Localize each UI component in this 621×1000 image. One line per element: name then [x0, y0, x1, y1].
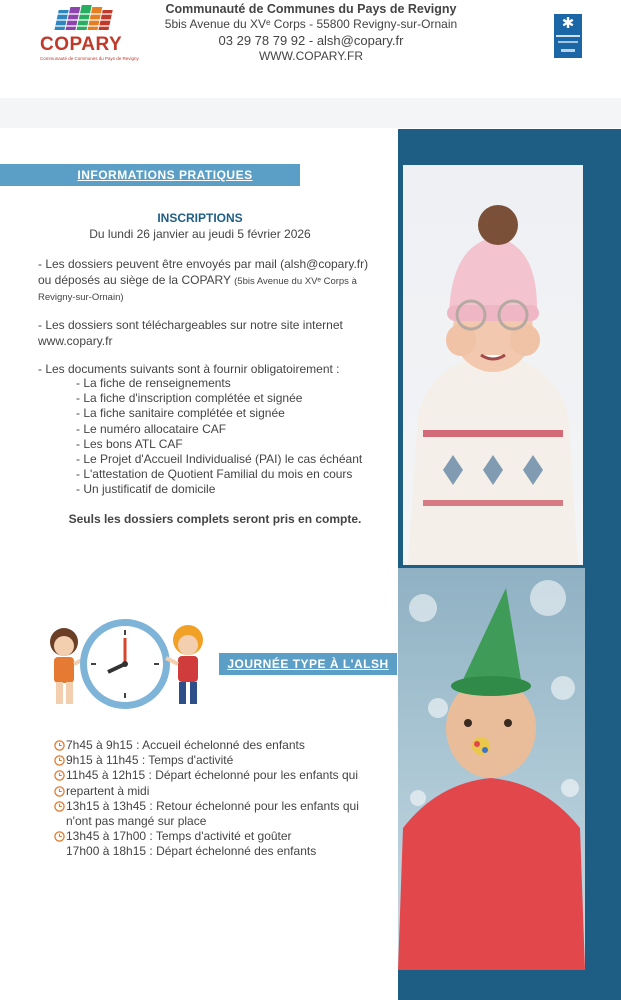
schedule-item [54, 844, 359, 859]
logo-subtitle: Communauté de Communes du Pays de Revigny [40, 56, 139, 61]
org-name: Communauté de Communes du Pays de Revigny [165, 2, 457, 16]
org-address: 5bis Avenue du XVᵉ Corps - 55800 Revigny-sur-Ornain [164, 17, 458, 31]
schedule-item [54, 768, 359, 783]
schedule-item [54, 738, 359, 753]
schedule-text: 17h00 à 18h15 : Départ échelonné des enfants [66, 844, 317, 859]
schedule-text: 9h15 à 11h45 : Temps d'activité [66, 753, 234, 768]
address-note: (5bis Avenue du XVᵉ Corps à Revigny-sur-Ornain) [38, 275, 357, 303]
section-heading-label: INFORMATIONS PRATIQUES [77, 168, 253, 182]
schedule-text: repartent à midi [66, 783, 150, 798]
girl-winter-photo [403, 165, 583, 565]
schedule-item-continued [54, 784, 359, 799]
schedule-text: 13h15 à 13h45 : Retour échelonné pour les enfants qui [66, 798, 359, 813]
logo-stripes-icon [38, 4, 133, 36]
section-heading-informations [0, 164, 300, 186]
schedule-text: 13h45 à 17h00 : Temps d'activité et goûter [66, 829, 292, 844]
clock-icon [54, 740, 65, 751]
list-item: - La fiche de renseignements [76, 376, 231, 390]
schedule-text: n'ont pas mangé sur place [66, 814, 207, 829]
section-heading-journee [219, 653, 397, 675]
list-item: - Un justificatif de domicile [76, 482, 216, 497]
list-item: - La fiche sanitaire complétée et signée [76, 406, 285, 421]
caf-logo-line [561, 49, 575, 52]
caf-logo-line [556, 35, 580, 37]
complete-files-note: Seuls les dossiers complets seront pris en compte. [68, 512, 362, 526]
paragraph-line: - Les dossiers peuvent être envoyés par mail (alsh@copary.fr) [38, 257, 369, 271]
schedule-item [54, 829, 359, 844]
list-item: - La fiche d'inscription complétée et signée [76, 391, 303, 406]
schedule-text: 7h45 à 9h15 : Accueil échelonné des enfants [66, 738, 305, 752]
clock-icon [54, 801, 65, 812]
list-item: - Les bons ATL CAF [76, 436, 183, 451]
list-item: - L'attestation de Quotient Familial du mois en cours [76, 467, 353, 482]
logo-wordmark: COPARY [40, 34, 123, 55]
boy-party-hat-photo [398, 568, 585, 970]
daily-schedule [54, 738, 359, 860]
list-item: - Le numéro allocataire CAF [76, 421, 227, 436]
paragraph-download: - Les dossiers sont téléchargeables sur notre site internet www.copary.fr [38, 318, 343, 348]
clock-icon [54, 831, 65, 842]
paragraph-line [38, 273, 390, 306]
inscriptions-title: INSCRIPTIONS [157, 211, 243, 225]
clock-icon [54, 786, 65, 797]
documents-list [76, 376, 362, 498]
paragraph-documents-intro: - Les documents suivants sont à fournir obligatoirement : [38, 362, 340, 376]
list-item: - Le Projet d'Accueil Individualisé (PAI) le cas échéant [76, 452, 363, 467]
org-website-link[interactable]: WWW.COPARY.FR [258, 49, 363, 63]
paragraph-submission [38, 257, 390, 306]
schedule-item-continued [54, 814, 359, 829]
clock-icon [54, 770, 65, 781]
clock-icon [54, 755, 65, 766]
schedule-item [54, 799, 359, 814]
kids-clock-illustration [38, 612, 216, 716]
schedule-item [54, 753, 359, 768]
header-divider-band [0, 98, 621, 128]
section-heading-label: JOURNÉE TYPE À L'ALSH [227, 657, 389, 671]
paragraph-text: ou déposés au siège de la COPARY [38, 272, 235, 287]
inscriptions-dates: Du lundi 26 janvier au jeudi 5 février 2026 [89, 227, 311, 241]
org-contact[interactable]: 03 29 78 79 92 - alsh@copary.fr [218, 33, 404, 48]
schedule-text: 11h45 à 12h15 : Départ échelonné pour les enfants qui [66, 768, 358, 783]
caf-logo-line [558, 41, 578, 43]
caf-star-icon: ✱ [561, 15, 575, 32]
